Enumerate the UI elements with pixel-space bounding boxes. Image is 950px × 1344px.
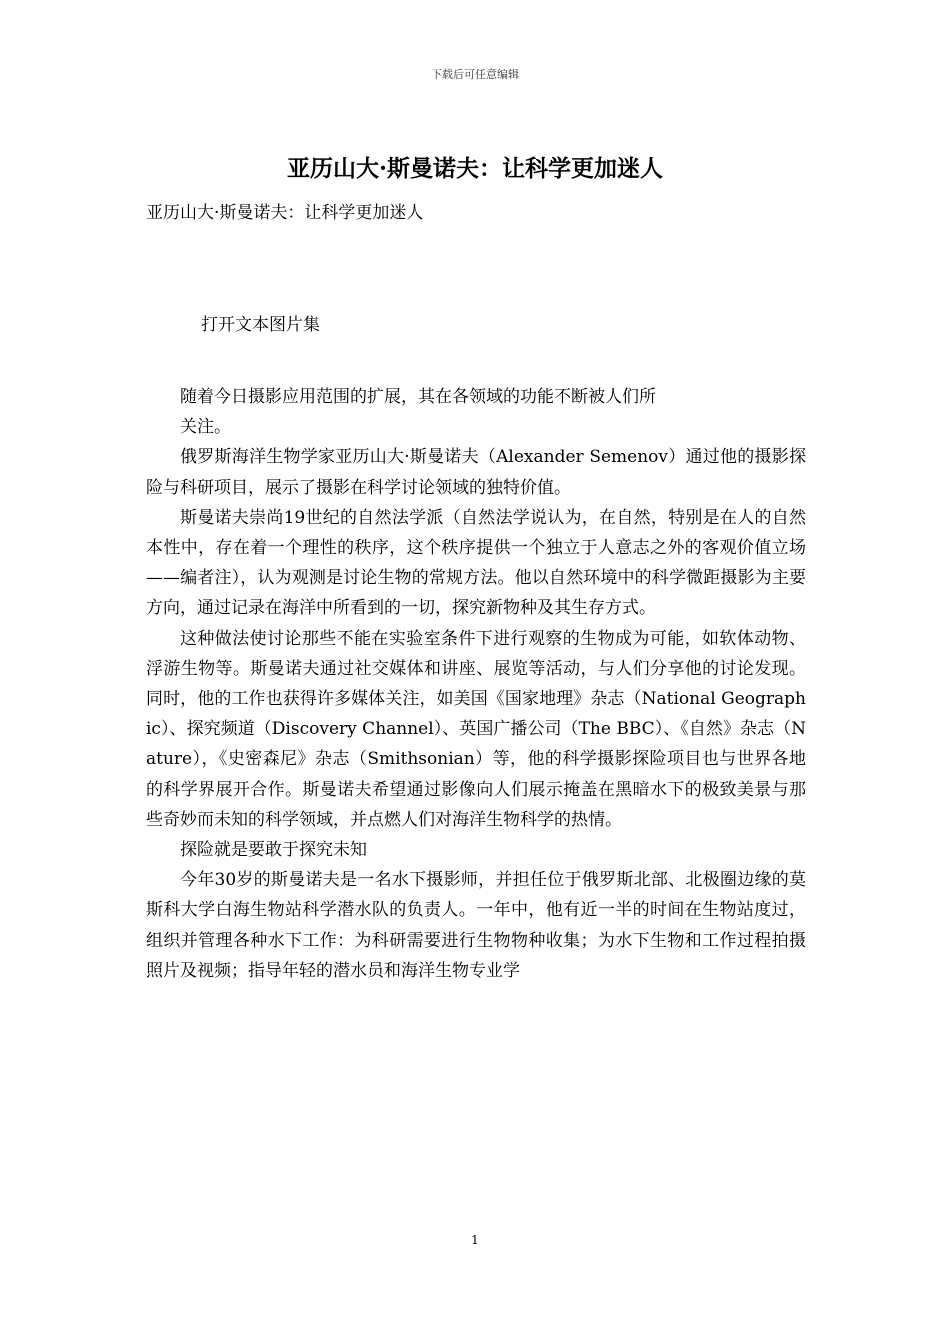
paragraph: 随着今日摄影应用范围的扩展，其在各领域的功能不断被人们所 — [180, 387, 656, 407]
document-subtitle: 亚历山大·斯曼诺夫：让科学更加迷人 — [146, 203, 424, 223]
paragraph: 俄罗斯海洋生物学家亚历山大·斯曼诺夫（Alexander Semenov）通过他的摄影探险与科研项目，展示了摄影在科学讨论领域的独特价值。 — [146, 447, 806, 498]
paragraph: 关注。 — [180, 417, 231, 438]
page-number: 1 — [471, 1233, 479, 1247]
gallery-link[interactable]: 打开文本图片集 — [201, 315, 320, 335]
article-body — [146, 382, 806, 986]
document-title: 亚历山大·斯曼诺夫：让科学更加迷人 — [286, 155, 663, 182]
header-note: 下载后可任意编辑 — [431, 68, 519, 81]
section-heading: 探险就是要敢于探究未知 — [180, 840, 367, 861]
paragraph: 今年30岁的斯曼诺夫是一名水下摄影师，并担任位于俄罗斯北部、北极圈边缘的莫斯科大学白海生物站科学潜水队的负责人。一年中，他有近一半的时间在生物站度过，组织并管理各种水下工作：为科研需要进行生物物种收集；为水下生物和工作过程拍摄照片及视频；指导年轻的潜水员和海洋生物专业学 — [146, 870, 806, 981]
paragraph: 斯曼诺夫崇尚19世纪的自然法学派（自然法学说认为，在自然，特别是在人的自然本性中，存在着一个理性的秩序，这个秩序提供一个独立于人意志之外的客观价值立场——编者注），认为观测是讨论生物的常规方法。他以自然环境中的科学微距摄影为主要方向，通过记录在海洋中所看到的一切，探究新物种及其生存方式。 — [146, 507, 806, 619]
paragraph: 这种做法使讨论那些不能在实验室条件下进行观察的生物成为可能，如软体动物、浮游生物等。斯曼诺夫通过社交媒体和讲座、展览等活动，与人们分享他的讨论发现。同时，他的工作也获得许多媒体关注，如美国《国家地理》杂志（National Geographic）、探究频道（Discovery Channel）、英国广播公司（The BBC）、《自然》杂志（Nature），《史密森尼》杂志（Smithsonian）等，他的科学摄影探险项目也与世界各地的科学界展开合作。斯曼诺夫希望通过影像向人们展示掩盖在黑暗水下的极致美景与那些奇妙而未知的科学领域，并点燃人们对海洋生物科学的热情。 — [146, 628, 806, 830]
